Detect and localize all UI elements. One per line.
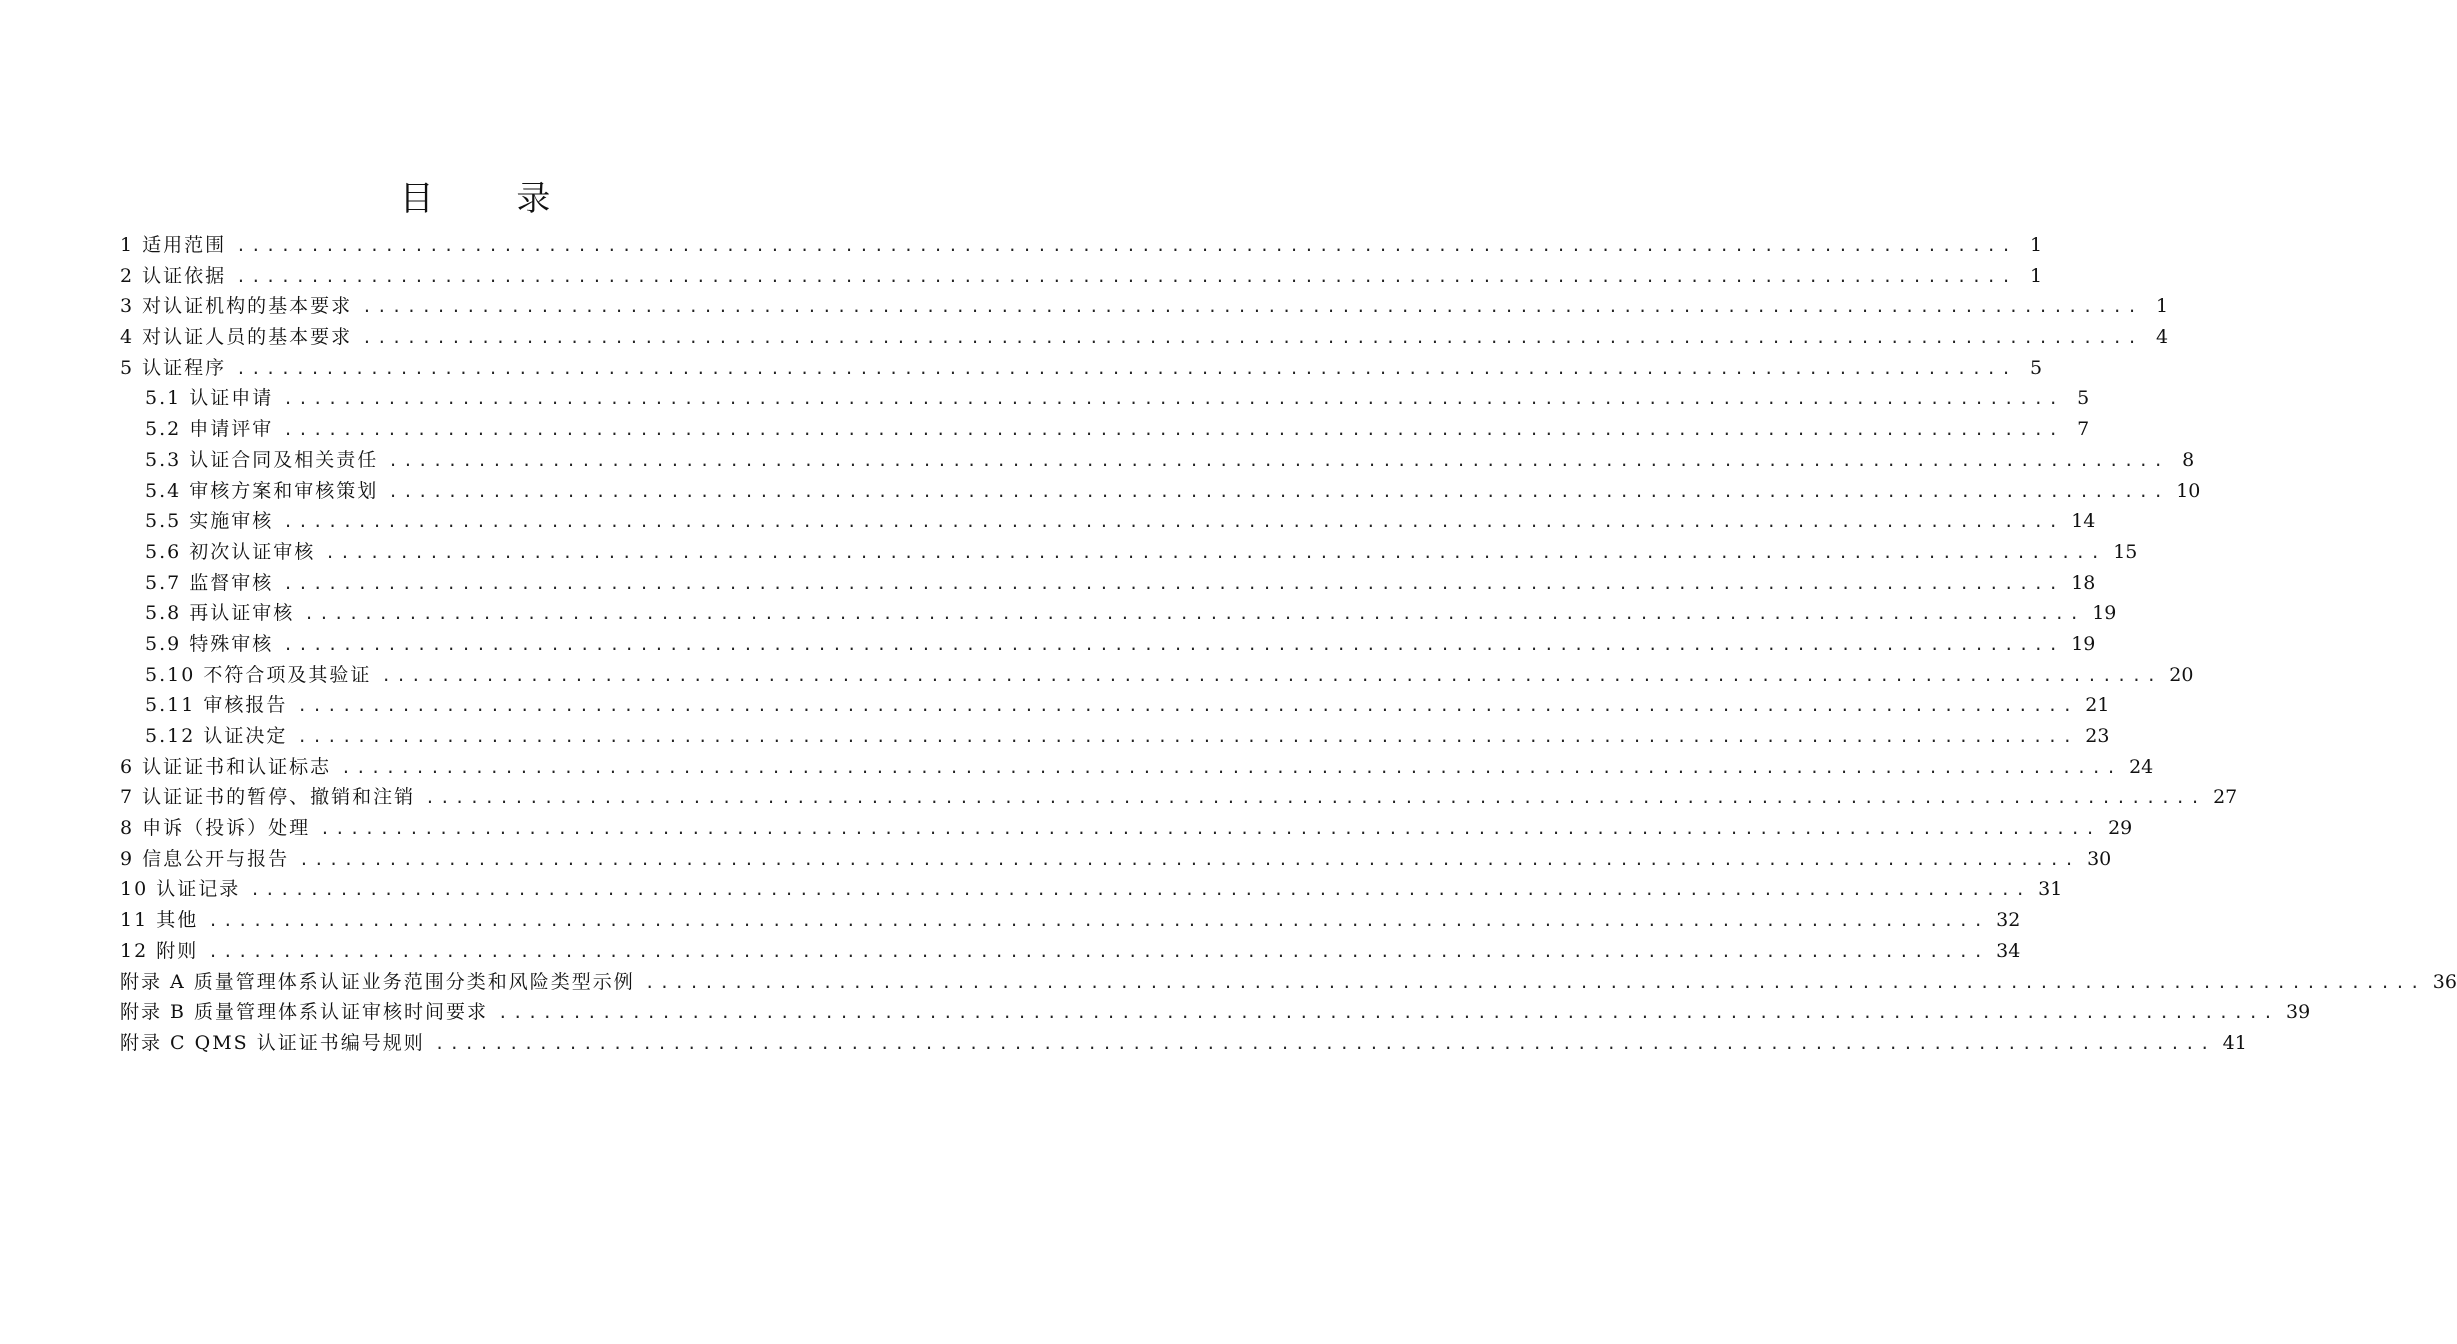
toc-entry-label: 5.4 审核方案和审核策划 xyxy=(145,476,388,507)
toc-entry-label: 附录 C QMS 认证证书编号规则 xyxy=(120,1028,435,1059)
toc-entry-page-number: 4 xyxy=(2155,326,2169,349)
toc-entry[interactable] xyxy=(120,353,2043,384)
toc-dot-leader: ........................................................................................................................ xyxy=(362,328,2143,348)
toc-entry[interactable] xyxy=(120,844,2112,875)
toc-dot-leader: ........................................................................................................................ xyxy=(208,911,1989,931)
toc-entry[interactable] xyxy=(120,997,2311,1028)
toc-dot-leader: ........................................................................................................................ xyxy=(644,972,2425,992)
toc-entry-page-number: 10 xyxy=(2176,479,2201,502)
toc-entry-label: 附录 B 质量管理体系认证审核时间要求 xyxy=(120,997,498,1028)
toc-entry-page-number: 1 xyxy=(2029,234,2043,256)
toc-dot-leader: ........................................................................................................................ xyxy=(320,819,2101,839)
toc-entry-page-number: 5 xyxy=(2077,387,2090,410)
toc-entry[interactable] xyxy=(120,936,2021,967)
toc-entry-label: 5.3 认证合同及相关责任 xyxy=(145,445,388,476)
toc-entry-page-number: 1 xyxy=(2155,295,2169,318)
toc-dot-leader: ........................................................................................................................ xyxy=(283,634,2064,654)
toc-dot-leader: ........................................................................................................................ xyxy=(236,266,2017,286)
toc-entry-label: 5.7 监督审核 xyxy=(145,568,283,599)
toc-entry-page-number: 31 xyxy=(2038,878,2063,901)
toc-entry[interactable] xyxy=(120,261,2043,292)
toc-entry-label: 1 适用范围 xyxy=(120,230,236,261)
toc-entry-page-number: 1 xyxy=(2029,264,2043,287)
toc-entry[interactable] xyxy=(120,445,2195,476)
toc-entry[interactable] xyxy=(120,414,2090,445)
toc-entry-label: 5.11 审核报告 xyxy=(145,690,297,721)
toc-entry[interactable] xyxy=(120,291,2169,322)
toc-entry-label: 3 对认证机构的基本要求 xyxy=(120,291,362,322)
toc-entry-label: 5.6 初次认证审核 xyxy=(145,537,325,568)
toc-entry[interactable] xyxy=(120,568,2096,599)
toc-entry-label: 附录 A 质量管理体系认证业务范围分类和风险类型示例 xyxy=(120,967,645,998)
toc-dot-leader: ........................................................................................................................ xyxy=(236,236,2017,255)
toc-dot-leader: ........................................................................................................................ xyxy=(283,420,2064,440)
toc-entry-label: 5.5 实施审核 xyxy=(145,506,283,537)
toc-entry-page-number: 39 xyxy=(2285,1001,2311,1024)
toc-dot-leader: ........................................................................................................................ xyxy=(388,481,2169,501)
toc-entry-label: 5.12 认证决定 xyxy=(145,721,297,752)
toc-entry[interactable] xyxy=(120,537,2138,568)
toc-entry-label: 5.2 申请评审 xyxy=(145,414,283,445)
toc-entry-page-number: 19 xyxy=(2092,602,2117,625)
toc-entry-label: 5.10 不符合项及其验证 xyxy=(145,660,381,691)
toc-entry[interactable] xyxy=(120,383,2090,414)
toc-entry[interactable] xyxy=(120,782,2238,813)
toc-list xyxy=(120,230,2457,1059)
toc-dot-leader: ........................................................................................................................ xyxy=(381,665,2162,685)
toc-entry-label: 12 附则 xyxy=(120,936,208,967)
toc-entry[interactable] xyxy=(120,1028,2247,1059)
toc-entry-label: 4 对认证人员的基本要求 xyxy=(120,322,362,353)
toc-entry-page-number: 15 xyxy=(2113,540,2138,563)
toc-entry[interactable] xyxy=(120,230,2043,261)
toc-entry[interactable] xyxy=(120,476,2201,507)
toc-entry-label: 5.8 再认证审核 xyxy=(145,598,304,629)
toc-dot-leader: ........................................................................................................................ xyxy=(425,788,2206,808)
toc-dot-leader: ........................................................................................................................ xyxy=(434,1033,2215,1053)
toc-entry-page-number: 7 xyxy=(2077,418,2090,441)
toc-entry[interactable] xyxy=(120,874,2063,905)
toc-entry-page-number: 30 xyxy=(2087,847,2112,870)
toc-entry-label: 11 其他 xyxy=(120,905,208,936)
toc-entry[interactable] xyxy=(120,322,2169,353)
toc-entry-label: 8 申诉（投诉）处理 xyxy=(120,813,320,844)
toc-dot-leader: ........................................................................................................................ xyxy=(283,573,2064,593)
toc-entry-page-number: 34 xyxy=(1996,939,2021,962)
toc-entry-page-number: 14 xyxy=(2071,510,2096,533)
toc-entry-page-number: 21 xyxy=(2085,694,2110,717)
toc-entry-page-number: 8 xyxy=(2182,448,2195,471)
toc-dot-leader: ........................................................................................................................ xyxy=(297,696,2078,716)
toc-dot-leader: ........................................................................................................................ xyxy=(283,512,2064,532)
toc-entry-page-number: 27 xyxy=(2213,786,2238,809)
toc-entry-label: 10 认证记录 xyxy=(120,874,250,905)
toc-dot-leader: ........................................................................................................................ xyxy=(208,941,1989,961)
toc-entry-label: 5.9 特殊审核 xyxy=(145,629,283,660)
toc-dot-leader: ........................................................................................................................ xyxy=(236,358,2017,378)
toc-entry-label: 9 信息公开与报告 xyxy=(120,844,299,875)
toc-entry-label: 7 认证证书的暂停、撤销和注销 xyxy=(120,782,425,813)
toc-entry-page-number: 41 xyxy=(2222,1031,2247,1054)
toc-dot-leader: ........................................................................................................................ xyxy=(299,849,2080,869)
toc-dot-leader: ........................................................................................................................ xyxy=(304,604,2085,624)
toc-entry-label: 5 认证程序 xyxy=(120,353,236,384)
toc-entry[interactable] xyxy=(120,660,2194,691)
toc-title: 目 录 xyxy=(399,178,587,219)
toc-dot-leader: ........................................................................................................................ xyxy=(250,880,2031,900)
toc-entry-page-number: 20 xyxy=(2169,663,2194,686)
toc-dot-leader: ........................................................................................................................ xyxy=(325,542,2106,562)
toc-entry-page-number: 32 xyxy=(1996,909,2021,932)
toc-entry-page-number: 19 xyxy=(2071,632,2096,655)
toc-entry-page-number: 23 xyxy=(2085,725,2110,747)
toc-entry-page-number: 29 xyxy=(2108,817,2133,840)
toc-entry-page-number: 36 xyxy=(2432,970,2457,993)
toc-entry[interactable] xyxy=(120,752,2154,783)
toc-dot-leader: ........................................................................................................................ xyxy=(388,450,2169,470)
toc-dot-leader: ........................................................................................................................ xyxy=(498,1003,2278,1023)
toc-entry-label: 2 认证依据 xyxy=(120,261,236,292)
toc-dot-leader: ........................................................................................................................ xyxy=(283,389,2064,409)
toc-entry[interactable] xyxy=(120,967,2457,998)
toc-entry-page-number: 5 xyxy=(2029,356,2043,379)
toc-entry[interactable] xyxy=(120,690,2110,721)
toc-entry[interactable] xyxy=(120,813,2133,844)
toc-entry-page-number: 24 xyxy=(2129,755,2154,778)
toc-entry[interactable] xyxy=(120,721,2110,752)
toc-entry-page-number: 18 xyxy=(2071,571,2096,594)
toc-entry[interactable] xyxy=(120,905,2021,936)
toc-entry[interactable] xyxy=(120,598,2117,629)
toc-dot-leader: ........................................................................................................................ xyxy=(362,297,2143,317)
toc-entry-label: 6 认证证书和认证标志 xyxy=(120,752,341,783)
toc-entry-label: 5.1 认证申请 xyxy=(145,383,283,414)
toc-entry[interactable] xyxy=(120,629,2096,660)
toc-entry[interactable] xyxy=(120,506,2096,537)
toc-dot-leader: ........................................................................................................................ xyxy=(341,757,2122,777)
toc-dot-leader: ........................................................................................................................ xyxy=(297,727,2078,746)
